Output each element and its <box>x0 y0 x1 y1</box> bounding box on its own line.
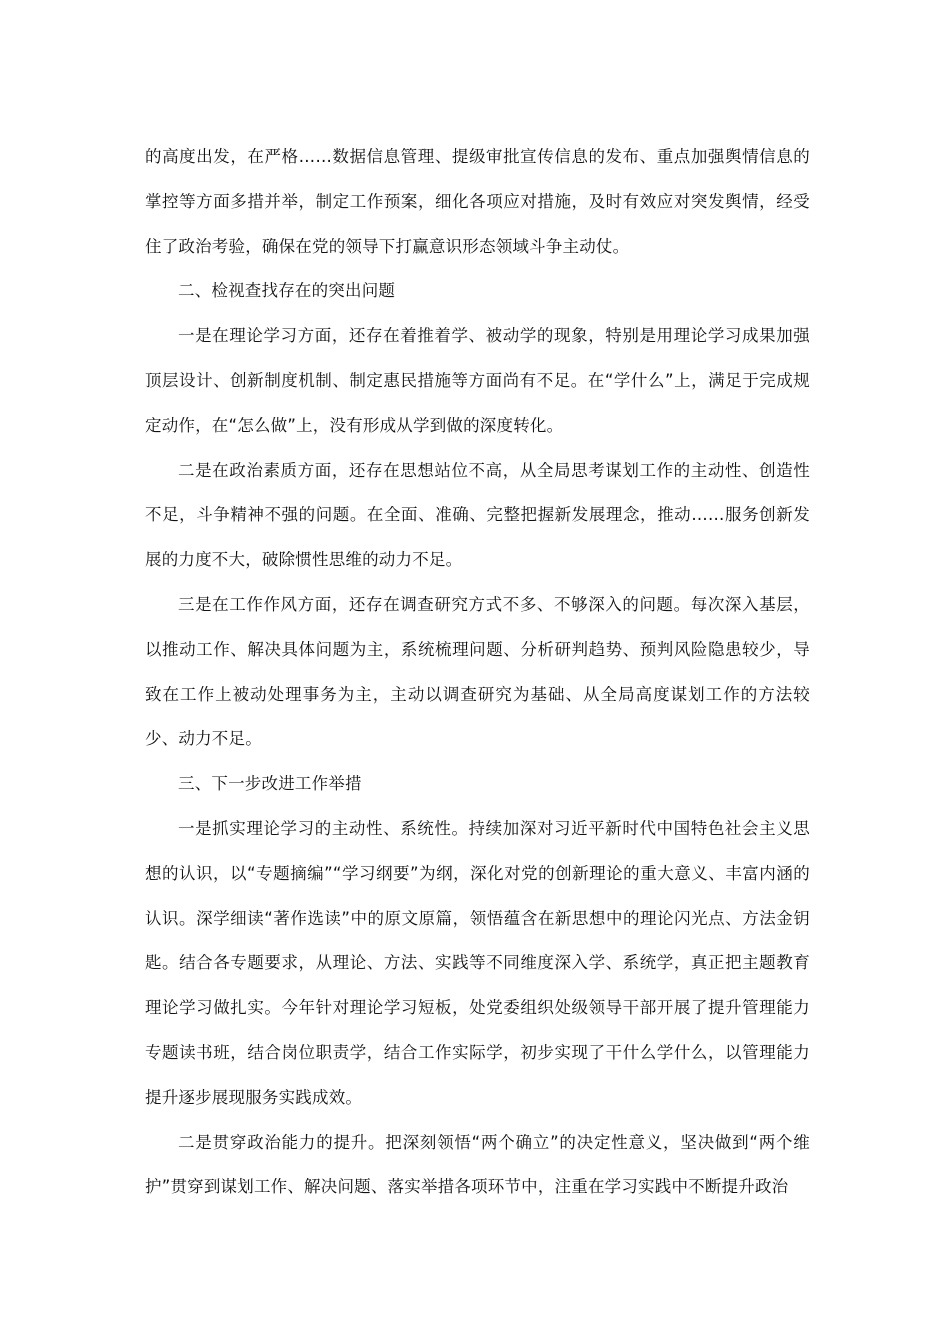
section-heading-problems: 二、检视查找存在的突出问题 <box>178 281 396 301</box>
paragraph-theory-study: 一是在理论学习方面，还存在着推着学、被动学的现象，特别是用理论学习成果加强顶层设计、创新制度机制、制定惠民措施等方面尚有不足。在“学什么”上，满足于完成规定动作，在“怎么做”上，没有形成从学到做的深度转化。 <box>145 326 810 435</box>
paragraph-political-quality: 二是在政治素质方面，还存在思想站位不高，从全局思考谋划工作的主动性、创造性不足，斗争精神不强的问题。在全面、准确、完整把握新发展理念，推动……服务创新发展的力度不大，破除惯性思维的动力不足。 <box>145 460 810 570</box>
document-body <box>145 135 810 1210</box>
paragraph-measure-political: 二是贯穿政治能力的提升。把深刻领悟“两个确立”的决定性意义，坚决做到“两个维护”贯穿到谋划工作、解决问题、落实举措各项环节中，注重在学习实践中不断提升政治 <box>145 1132 810 1197</box>
paragraph-measure-theory: 一是抓实理论学习的主动性、系统性。持续加深对习近平新时代中国特色社会主义思想的认识，以“专题摘编”“学习纲要”为纲，深化对党的创新理论的重大意义、丰富内涵的认识。深学细读“著作选读”中的原文原篇，领悟蕴含在新思想中的理论闪光点、方法金钥匙。结合各专题要求，从理论、方法、实践等不同维度深入学、系统学，真正把主题教育理论学习做扎实。今年针对理论学习短板，处党委组织处级领导干部开展了提升管理能力专题读书班，结合岗位职责学，结合工作实际学，初步实现了干什么学什么，以管理能力提升逐步展现服务实践成效。 <box>145 818 810 1107</box>
paragraph-work-style: 三是在工作作风方面，还存在调查研究方式不多、不够深入的问题。每次深入基层，以推动工作、解决具体问题为主，系统梳理问题、分析研判趋势、预判风险隐患较少，导致在工作上被动处理事务为主，主动以调查研究为基础、从全局高度谋划工作的方法较少、动力不足。 <box>145 594 810 749</box>
paragraph-continuation: 的高度出发，在严格……数据信息管理、提级审批宣传信息的发布、重点加强舆情信息的掌控等方面多措并举，制定工作预案，细化各项应对措施，及时有效应对突发舆情，经受住了政治考验，确保在党的领导下打赢意识形态领域斗争主动仗。 <box>145 147 810 256</box>
section-heading-measures: 三、下一步改进工作举措 <box>178 774 362 794</box>
